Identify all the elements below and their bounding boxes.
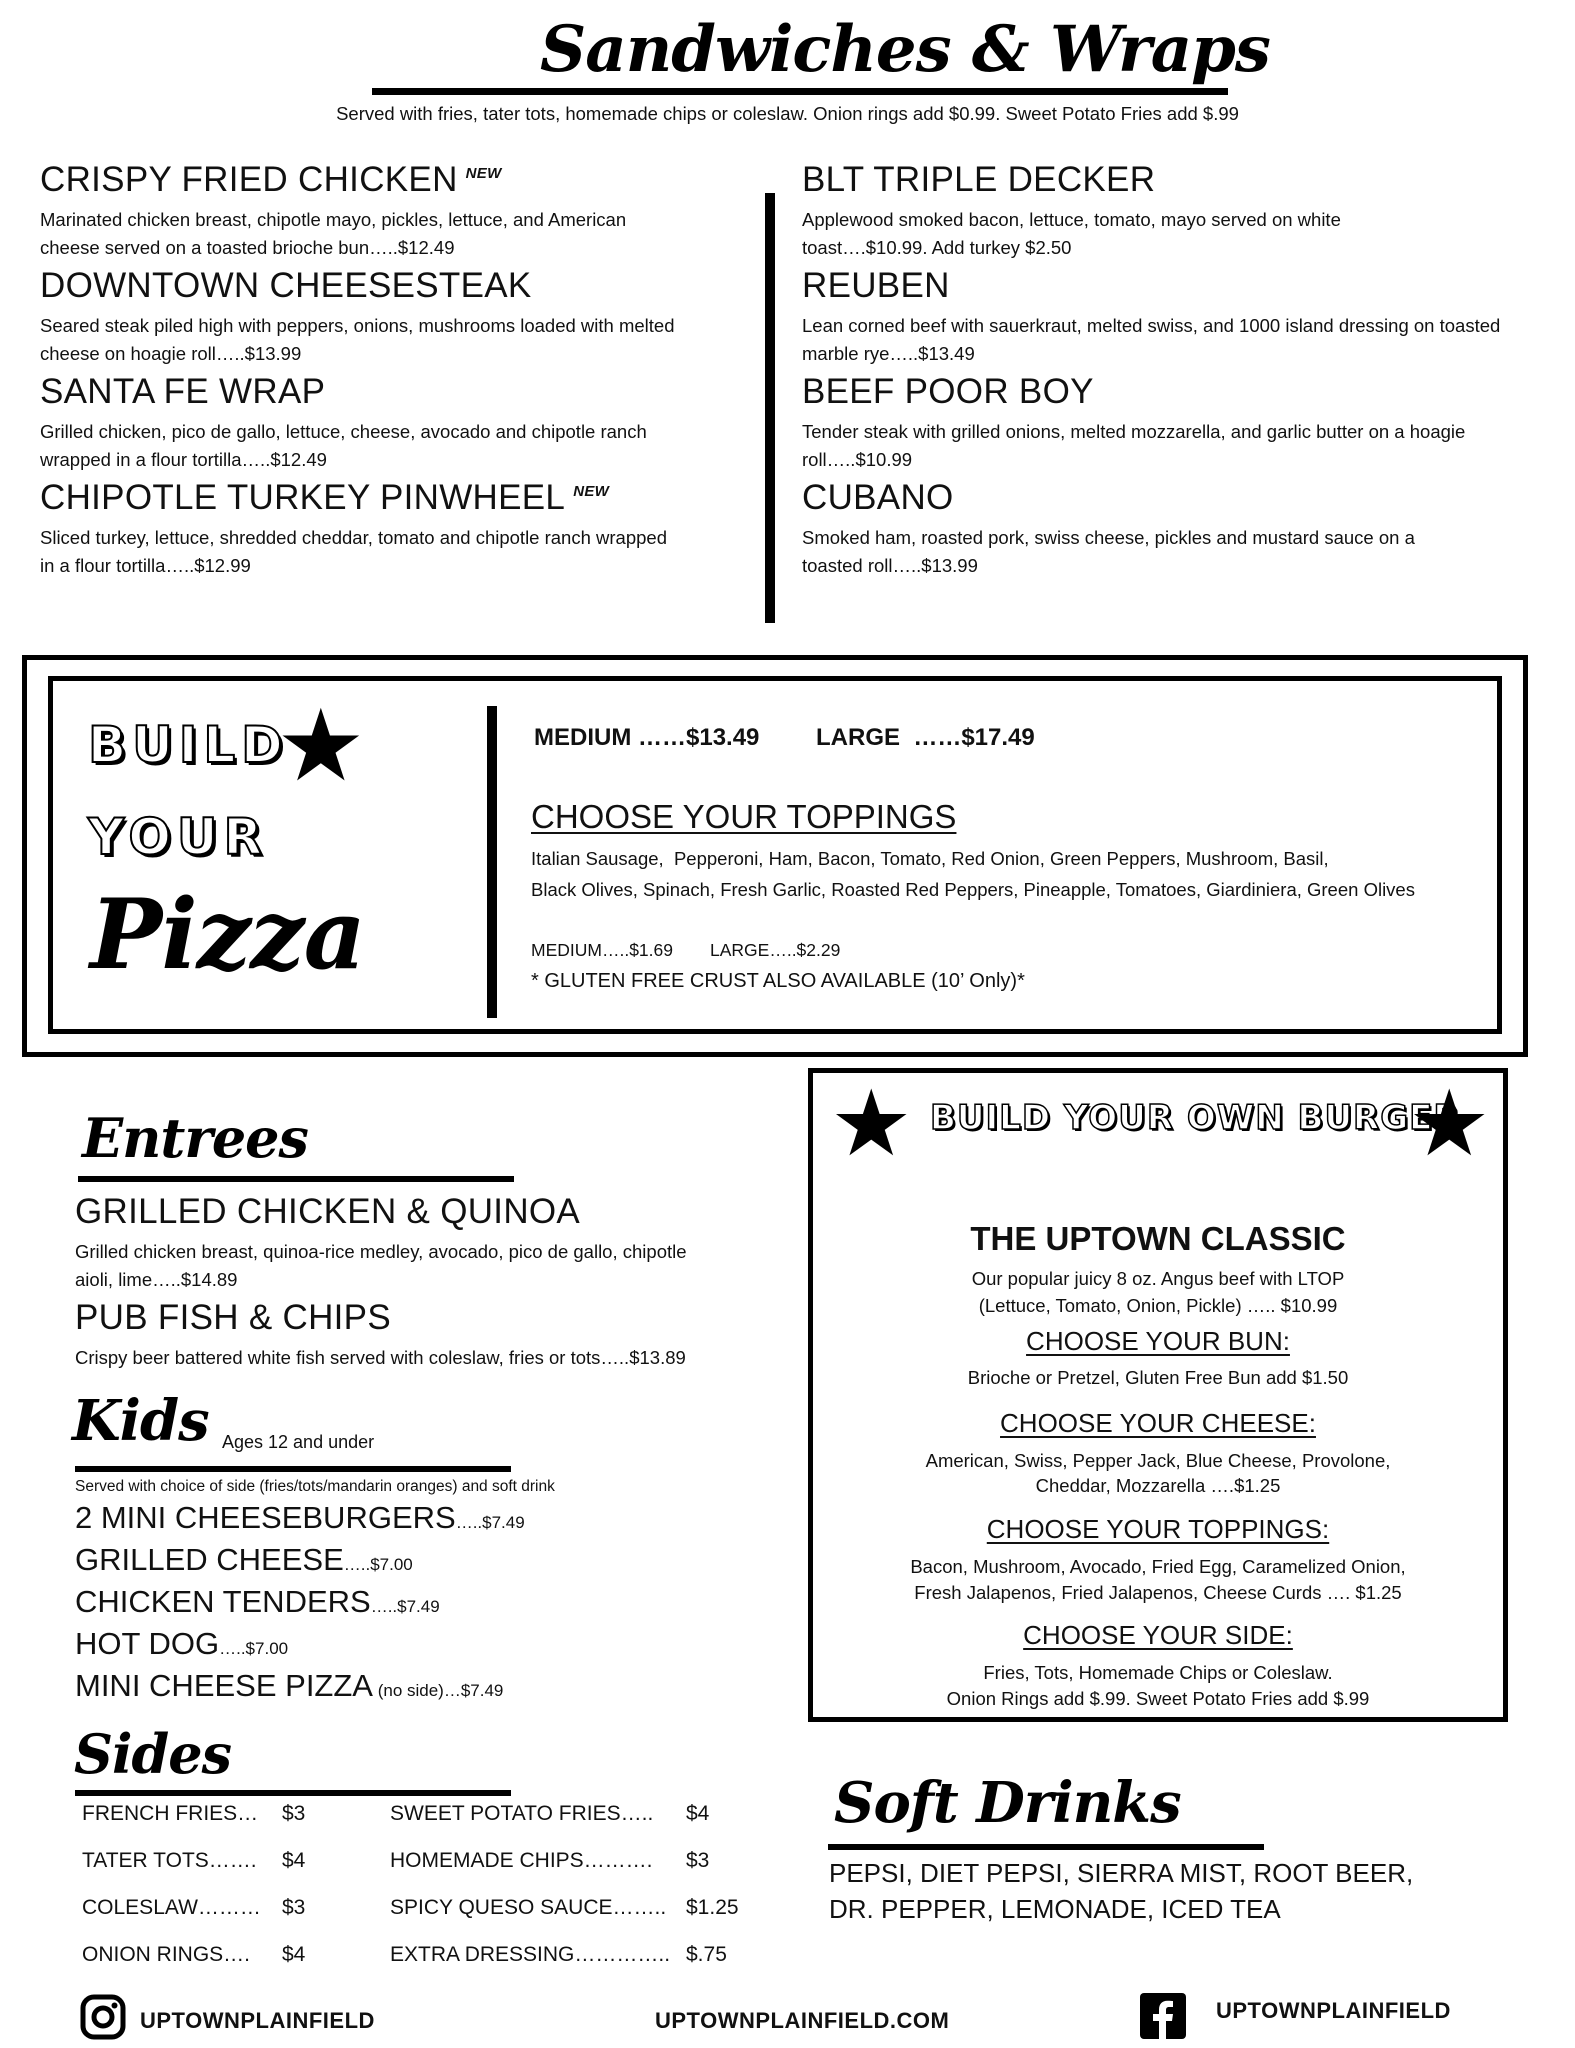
star-icon: ★ (830, 1070, 913, 1177)
new-tag: NEW (465, 165, 502, 183)
side-name: COLESLAW……… (82, 1896, 261, 1919)
side-name: SWEET POTATO FRIES….. (390, 1802, 654, 1825)
burger-bun-text: Brioche or Pretzel, Gluten Free Bun add $1.50 (967, 1367, 1349, 1388)
entree-desc: Crispy beer battered white fish served with coleslaw, fries or tots…..$13.89 (75, 1347, 686, 1368)
pizza-price-medium: MEDIUM ……$13.49 (534, 724, 760, 751)
sandwiches-title-underline (372, 88, 1228, 95)
sandwiches-subtitle: Served with fries, tater tots, homemade chips or coleslaw. Onion rings add $0.99. Sweet Potato Fries add $.99 (336, 103, 1239, 124)
sandwich-desc: Tender steak with grilled onions, melted mozzarella, and garlic butter on a hoagie roll…..$10.99 (802, 421, 1466, 470)
sandwich-name: DOWNTOWN CHEESESTEAK (40, 266, 532, 305)
sandwich-name: CHIPOTLE TURKEY PINWHEEL $^{NEW}$ (40, 478, 610, 517)
kids-item: GRILLED CHEESE…..$7.00 (75, 1542, 413, 1577)
pizza-title-build: BUILD (88, 716, 289, 774)
burger-side-text: Onion Rings add $.99. Sweet Potato Fries add $.99 (946, 1688, 1370, 1709)
drinks-title-underline (828, 1844, 1264, 1850)
pizza-title-pizza: Pizza (90, 878, 365, 991)
side-name: TATER TOTS……. (82, 1849, 257, 1872)
sandwiches-title: Sandwiches & Wraps (540, 12, 1270, 87)
sandwich-name: REUBEN (802, 266, 950, 305)
burger-bun-heading: CHOOSE YOUR BUN: (1026, 1326, 1290, 1356)
side-price: $3 (282, 1896, 306, 1919)
sandwich-desc: Grilled chicken, pico de gallo, lettuce, cheese, avocado and chipotle ranch wrapped in a flour tortilla…..$12.49 (40, 421, 647, 470)
sandwich-desc: Marinated chicken breast, chipotle mayo, pickles, lettuce, and American cheese served on a toasted brioche bun…..$12.49 (40, 209, 627, 258)
sandwich-desc: Lean corned beef with sauerkraut, melted swiss, and 1000 island dressing on toasted marble rye…..$13.49 (802, 315, 1501, 364)
side-name: EXTRA DRESSING………….. (390, 1943, 671, 1966)
side-name: ONION RINGS…. (82, 1943, 251, 1966)
side-price: $3 (282, 1802, 306, 1825)
burger-side-heading: CHOOSE YOUR SIDE: (1023, 1620, 1293, 1650)
instagram-handle[interactable]: UPTOWNPLAINFIELD (140, 2008, 375, 2033)
kids-title-underline (75, 1466, 511, 1472)
burger-toppings-text: Fresh Jalapenos, Fried Jalapenos, Cheese Curds …. $1.25 (914, 1582, 1402, 1603)
sandwich-name: SANTA FE WRAP (40, 372, 326, 411)
burger-classic-desc: Our popular juicy 8 oz. Angus beef with LTOP (971, 1268, 1345, 1289)
facebook-handle[interactable]: UPTOWNPLAINFIELD (1216, 1998, 1451, 2023)
pizza-title-your: YOUR (88, 808, 269, 866)
new-tag: NEW (573, 483, 610, 501)
burger-classic-name: THE UPTOWN CLASSIC (970, 1220, 1346, 1257)
burger-toppings-text: Bacon, Mushroom, Avocado, Fried Egg, Caramelized Onion, (910, 1556, 1406, 1577)
pizza-divider (487, 706, 497, 1018)
pizza-toppings-line2: Black Olives, Spinach, Fresh Garlic, Roasted Red Peppers, Pineapple, Tomatoes, Giardiniera, Green Olives (531, 879, 1415, 900)
kids-item: HOT DOG…..$7.00 (75, 1626, 289, 1661)
kids-item: MINI CHEESE PIZZA (no side)…$7.49 (75, 1668, 504, 1703)
side-name: FRENCH FRIES… (82, 1802, 259, 1825)
pizza-toppings-heading: CHOOSE YOUR TOPPINGS (531, 798, 957, 835)
website-link[interactable]: UPTOWNPLAINFIELD.COM (655, 2008, 950, 2033)
sandwich-name: BEEF POOR BOY (802, 372, 1094, 411)
side-name: SPICY QUESO SAUCE…….. (390, 1896, 667, 1919)
pizza-gluten-note: * GLUTEN FREE CRUST ALSO AVAILABLE (10’ Only)* (531, 970, 1025, 992)
sandwich-desc: Seared steak piled high with peppers, onions, mushrooms loaded with melted cheese on hoagie roll…..$13.99 (40, 315, 675, 364)
drinks-title: Soft Drinks (834, 1770, 1181, 1836)
burger-side-text: Fries, Tots, Homemade Chips or Coleslaw. (983, 1662, 1333, 1683)
burger-cheese-heading: CHOOSE YOUR CHEESE: (1000, 1408, 1316, 1438)
entree-desc: Grilled chicken breast, quinoa-rice medley, avocado, pico de gallo, chipotle aioli, lime…..$14.89 (75, 1241, 687, 1290)
burger-cheese-text: Cheddar, Mozzarella ….$1.25 (1035, 1475, 1281, 1496)
kids-title: Kids (72, 1388, 209, 1454)
side-price: $3 (686, 1849, 710, 1872)
sandwich-name: CUBANO (802, 478, 954, 517)
drinks-line: PEPSI, DIET PEPSI, SIERRA MIST, ROOT BEER, (829, 1858, 1414, 1888)
pizza-price-large: LARGE ……$17.49 (816, 724, 1035, 751)
sides-title-underline (75, 1790, 511, 1796)
burger-toppings-heading: CHOOSE YOUR TOPPINGS: (986, 1514, 1330, 1544)
side-price: $4 (282, 1849, 306, 1872)
sandwich-name: BLT TRIPLE DECKER (802, 160, 1156, 199)
side-name: HOMEMADE CHIPS………. (390, 1849, 653, 1872)
star-icon: ★ (1408, 1070, 1491, 1177)
kids-item: 2 MINI CHEESEBURGERS…..$7.49 (75, 1500, 525, 1535)
sandwich-name: CRISPY FRIED CHICKEN $^{NEW}$ (40, 160, 502, 199)
sandwich-desc: Smoked ham, roasted pork, swiss cheese, pickles and mustard sauce on a toasted roll…..$13.99 (802, 527, 1415, 576)
instagram-icon[interactable] (80, 1994, 126, 2040)
facebook-icon[interactable] (1140, 1993, 1186, 2039)
burger-classic-desc: (Lettuce, Tomato, Onion, Pickle) ….. $10.99 (978, 1295, 1338, 1316)
pizza-topping-price-medium: MEDIUM…..$1.69 (531, 940, 673, 960)
entrees-title-underline (78, 1176, 514, 1182)
sandwich-desc: Sliced turkey, lettuce, shredded cheddar, tomato and chipotle ranch wrapped in a flour tortilla…..$12.99 (40, 527, 667, 576)
burger-title: BUILD YOUR OWN BURGER (930, 1098, 1461, 1138)
side-price: $.75 (686, 1943, 727, 1966)
column-divider (765, 193, 775, 623)
kids-item: CHICKEN TENDERS…..$7.49 (75, 1584, 440, 1619)
drinks-line: DR. PEPPER, LEMONADE, ICED TEA (829, 1894, 1281, 1924)
kids-note: Served with choice of side (fries/tots/mandarin oranges) and soft drink (75, 1478, 555, 1495)
entree-name: GRILLED CHICKEN & QUINOA (75, 1192, 581, 1231)
side-price: $4 (686, 1802, 710, 1825)
entrees-title: Entrees (82, 1106, 308, 1170)
entree-name: PUB FISH & CHIPS (75, 1298, 391, 1337)
pizza-toppings-line1: Italian Sausage, Pepperoni, Ham, Bacon, Tomato, Red Onion, Green Peppers, Mushroom, Basil, (531, 848, 1329, 869)
burger-cheese-text: American, Swiss, Pepper Jack, Blue Cheese, Provolone, (925, 1450, 1391, 1471)
side-price: $4 (282, 1943, 306, 1966)
sides-title: Sides (74, 1722, 232, 1786)
star-icon: ★ (276, 687, 366, 804)
kids-ages: Ages 12 and under (222, 1432, 375, 1452)
side-price: $1.25 (686, 1896, 739, 1919)
pizza-topping-price-large: LARGE…..$2.29 (710, 940, 841, 960)
sandwich-desc: Applewood smoked bacon, lettuce, tomato, mayo served on white toast….$10.99. Add turkey $2.50 (802, 209, 1341, 258)
